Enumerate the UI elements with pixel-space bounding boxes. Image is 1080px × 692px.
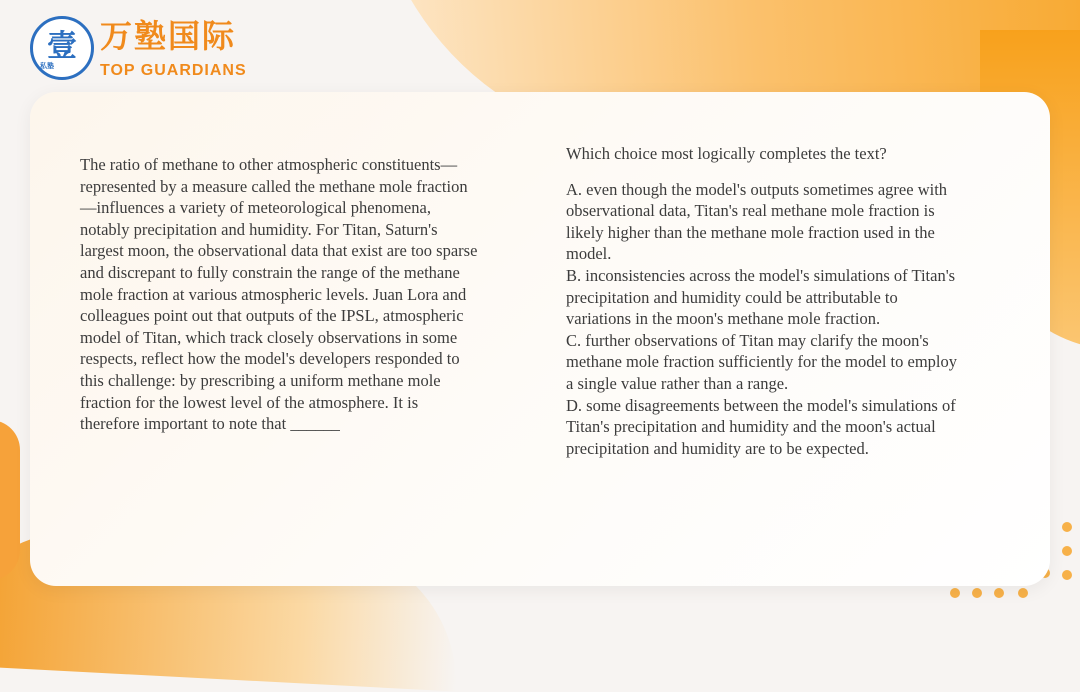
brand-logo: [30, 16, 247, 80]
decorative-dot: [972, 588, 982, 598]
decorative-dot: [994, 588, 1004, 598]
decorative-dot: [950, 588, 960, 598]
answer-choice-d: D. some disagreements between the model's simulations of Titan's precipitation and humidity and the moon's actual precipitation and humidity are to be expected.: [566, 395, 956, 458]
logo-emblem-icon: [30, 16, 94, 80]
answer-choice-a: A. even though the model's outputs sometimes agree with observational data, Titan's real methane mole fraction is likely higher than the methane mole fraction used in the model.: [566, 179, 948, 264]
decorative-dot: [1062, 522, 1072, 532]
brand-name-english: TOP GUARDIANS: [100, 62, 247, 79]
decorative-dot: [1018, 588, 1028, 598]
decorative-dot: [1062, 570, 1072, 580]
passage-blank: ______: [290, 414, 340, 434]
passage-text: The ratio of methane to other atmospheric constituents—represented by a measure called the methane mole fraction—influences a variety of meteorological phenomena, notably precipitation and humidity. For Titan, Saturn's largest moon, the observational data that exist are too sparse and discrepant to fully constrain the range of the methane mole fraction at various atmospheric levels. Juan Lora and colleagues point out that outputs of the IPSL, atmospheric model of Titan, which track closely observations in some respects, reflect how the model's developers responded to this challenge: by prescribing a uniform methane mole fraction for the lowest level of the atmosphere. It is therefore important to note that: [80, 155, 478, 434]
decorative-dot: [1062, 546, 1072, 556]
answer-choice-c: C. further observations of Titan may clarify the moon's methane mole fraction sufficiently for the model to employ a single value rather than a range.: [566, 330, 957, 393]
content-card: [30, 92, 1050, 586]
background-orange-band-left: [0, 420, 20, 580]
question-block: [566, 143, 966, 459]
reading-passage: [80, 154, 480, 435]
question-prompt: Which choice most logically completes the text?: [566, 144, 887, 163]
brand-name-chinese: 万塾国际: [100, 17, 237, 55]
logo-small-text: 私塾: [40, 62, 54, 70]
answer-choice-b: B. inconsistencies across the model's simulations of Titan's precipitation and humidity could be attributable to variations in the moon's methane mole fraction.: [566, 265, 956, 329]
logo-glyph: 壹: [47, 29, 77, 64]
